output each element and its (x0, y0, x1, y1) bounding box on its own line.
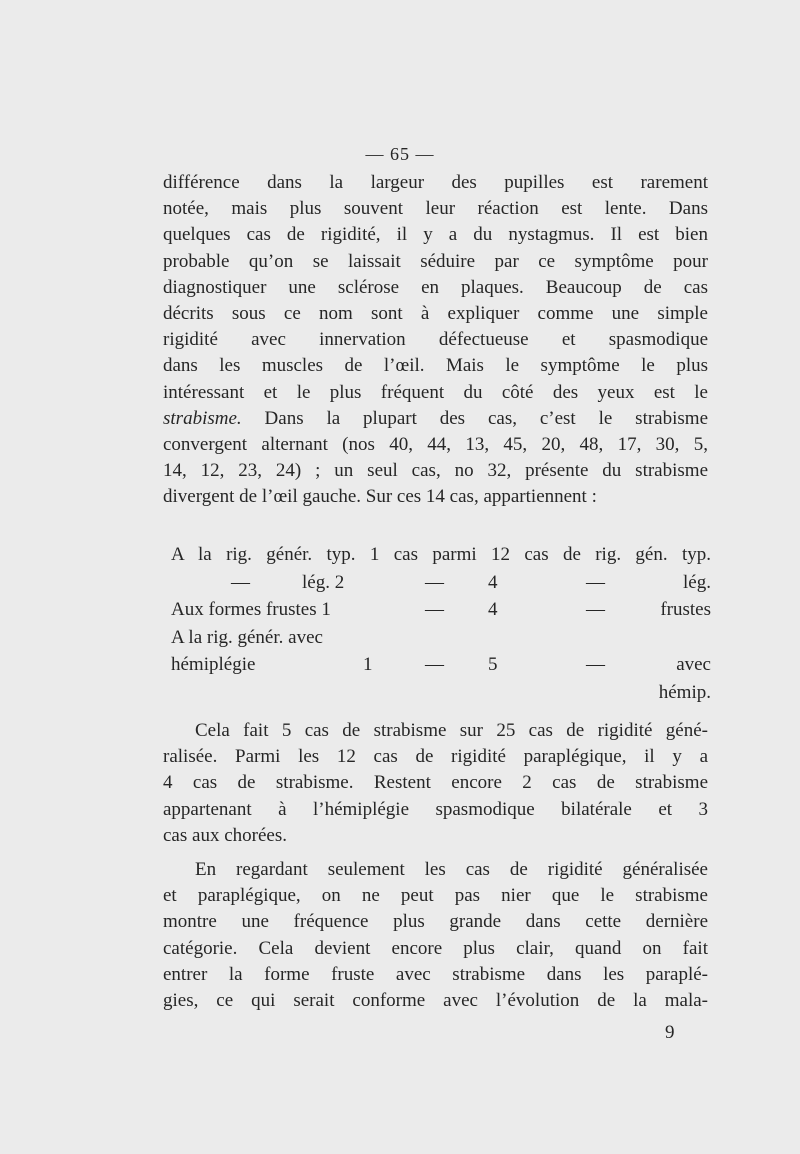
text-line: appartenant à l’hémiplégie spasmodique bilatérale et 3 (163, 798, 708, 820)
table-cell: — (586, 654, 605, 675)
text-line: cas aux chorées. (163, 824, 287, 846)
text-line: 4 cas de strabisme. Restent encore 2 cas de strabisme (163, 772, 708, 794)
table-cell: — (231, 571, 250, 593)
table-cell: 1 (363, 654, 373, 675)
text-line (163, 406, 708, 432)
page-number: — 65 — (365, 144, 435, 164)
table-row (163, 569, 711, 597)
table-cell: avec (676, 654, 711, 675)
text-line: entrer la forme fruste avec strabisme dans les paraplé- (163, 963, 708, 985)
text-line: quelques cas de rigidité, il y a du nystagmus. Il est bien (163, 224, 708, 246)
text-line: En regardant seulement les cas de rigidité généralisée (195, 859, 708, 880)
table-row (163, 679, 711, 707)
text-line: différence dans la largeur des pupilles est rarement (163, 172, 708, 193)
text-line: convergent alternant (nos 40, 44, 13, 45, 20, 48, 17, 30, 5, (163, 434, 708, 456)
text-line: notée, mais plus souvent leur réaction est lente. Dans (163, 198, 708, 220)
table-cell: hémip. (658, 681, 711, 703)
table-cell: hémiplégie (171, 654, 256, 675)
text-line: divergent de l’œil gauche. Sur ces 14 cas, appartiennent : (163, 486, 597, 508)
text-line: probable qu’on se laissait séduire par ce symptôme pour (163, 250, 708, 272)
table-row (163, 596, 711, 624)
signature-mark: 9 (665, 1022, 675, 1043)
table-cell: — (425, 654, 444, 675)
text-line: et paraplégique, on ne peut pas nier que le strabisme (163, 885, 708, 907)
paragraph-pupils-strabismus (163, 170, 708, 511)
italic-term: strabisme. (163, 407, 242, 429)
table-cell: lég. 2 (302, 571, 345, 593)
table-row (163, 624, 711, 652)
table-cell: Aux formes frustes 1 (171, 599, 331, 620)
table-cell: lég. (683, 571, 711, 593)
strabismus-case-table (163, 541, 711, 706)
table-cell: A la rig. génér. avec (171, 626, 323, 648)
table-cell: — (425, 571, 444, 593)
table-cell: 4 (488, 599, 498, 620)
text-line: rigidité avec innervation défectueuse et spasmodique (163, 329, 708, 351)
table-row (163, 541, 711, 569)
text-line: catégorie. Cela devient encore plus clair, quand on fait (163, 937, 708, 959)
paragraph-case-summary (163, 718, 708, 849)
text-line: décrits sous ce nom sont à expliquer comme une simple (163, 303, 708, 325)
table-cell: — (586, 571, 605, 593)
text-line: intéressant et le plus fréquent du côté des yeux est le (163, 381, 708, 403)
table-cell: A la rig. génér. typ. 1 cas parmi 12 cas de rig. gén. typ. (171, 544, 711, 565)
text-line: ralisée. Parmi les 12 cas de rigidité paraplégique, il y a (163, 746, 708, 768)
text-line: dans les muscles de l’œil. Mais le symptôme le plus (163, 355, 708, 377)
paragraph-comparison (163, 857, 708, 1014)
table-cell: 5 (488, 654, 498, 675)
table-row (163, 651, 711, 679)
table-cell: — (425, 599, 444, 620)
text-line: Cela fait 5 cas de strabisme sur 25 cas de rigidité géné- (195, 720, 708, 741)
table-cell: 4 (488, 571, 498, 593)
text-line: 14, 12, 23, 24) ; un seul cas, no 32, présente du strabisme (163, 460, 708, 482)
text-line: diagnostiquer une sclérose en plaques. Beaucoup de cas (163, 276, 708, 298)
text-line: montre une fréquence plus grande dans cette dernière (163, 911, 708, 933)
table-cell: frustes (660, 599, 711, 620)
table-cell: — (586, 599, 605, 620)
text-fragment: Dans la plupart des cas, c’est le strabisme (241, 407, 708, 429)
text-line: gies, ce qui serait conforme avec l’évolution de la mala- (163, 990, 708, 1012)
